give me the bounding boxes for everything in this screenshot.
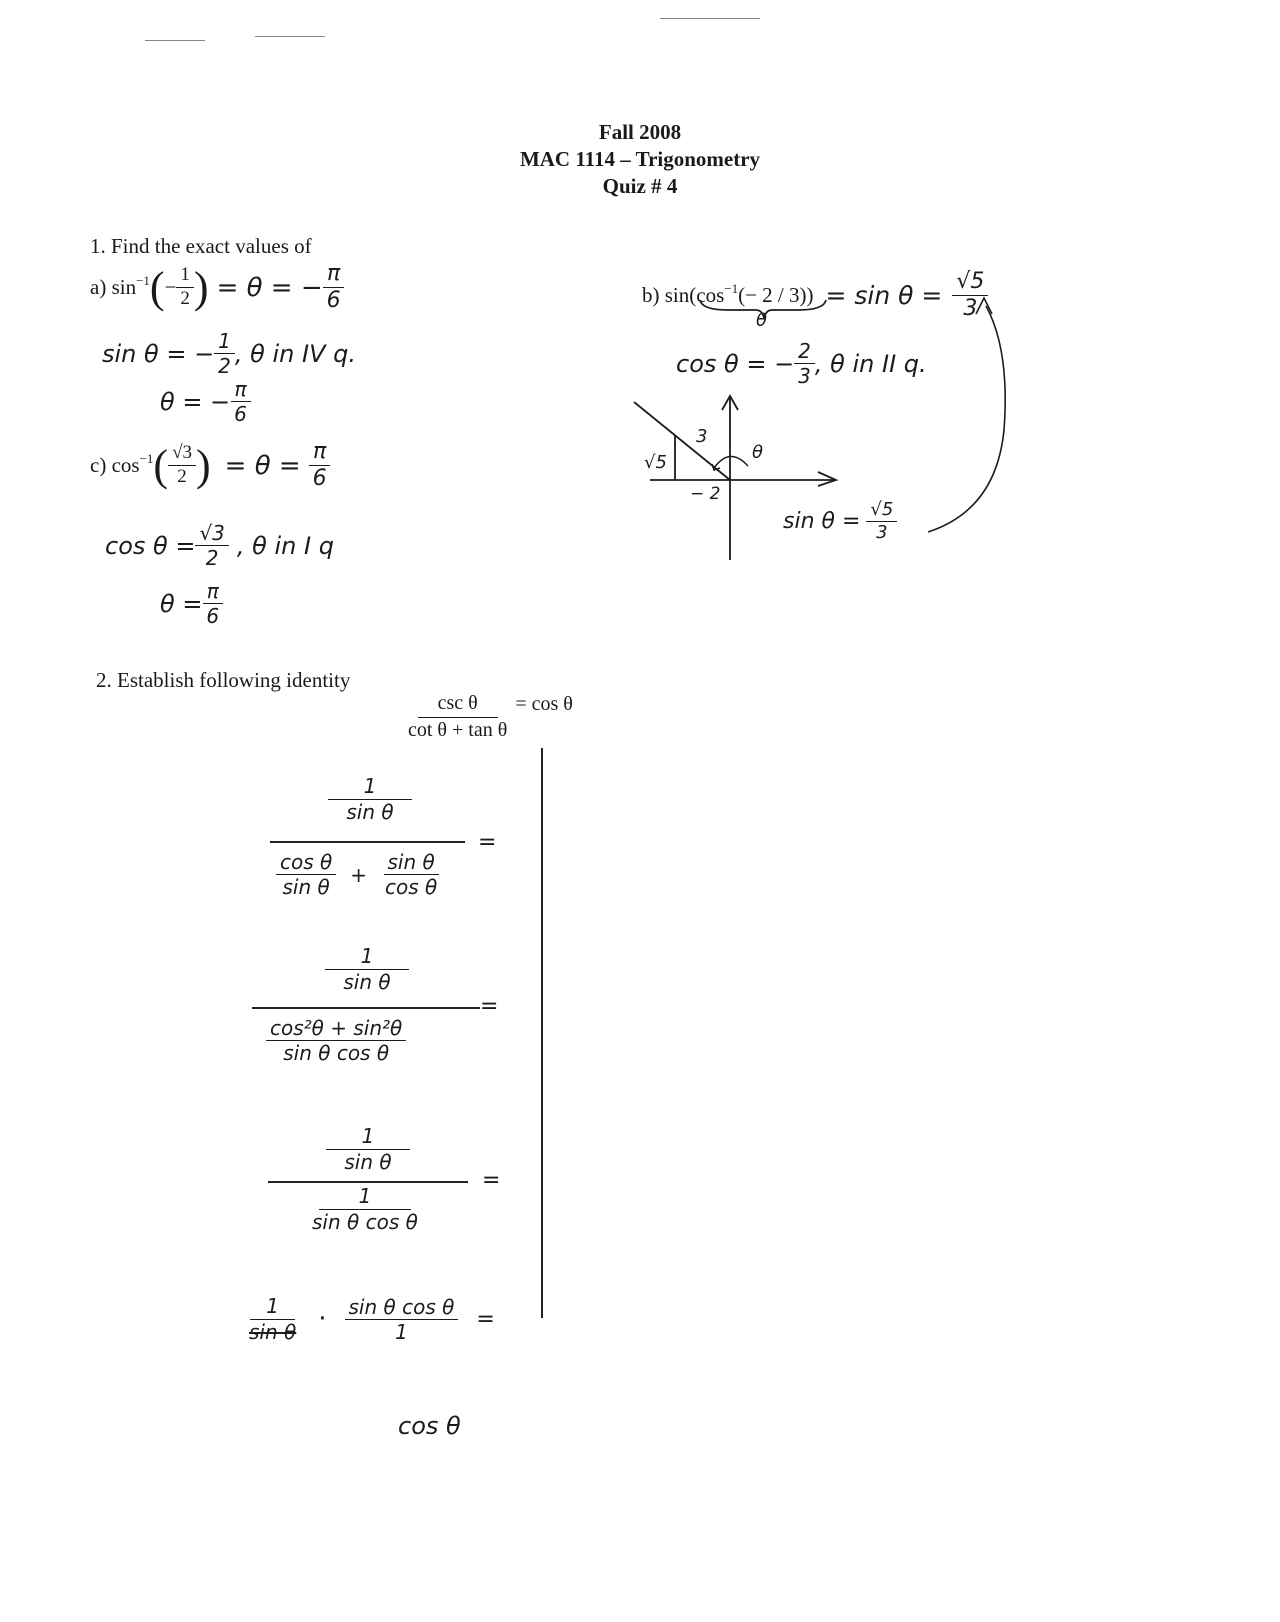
q2-step4-f2-den: 1 (395, 1319, 408, 1344)
q1a-answer-eq: = θ = − (216, 272, 323, 303)
q1b-answer-eq: = sin θ = (825, 281, 943, 311)
q1b-work1-den: 3 (798, 364, 811, 388)
q2-step2-bot-den: sin θ cos θ (283, 1041, 390, 1065)
q2-step2-top (252, 945, 482, 993)
q1a-work-line2 (160, 378, 251, 425)
q1c-work2-den: 6 (206, 604, 220, 628)
q2-step2-bot-num: cos²θ + sin²θ (266, 1017, 406, 1041)
q1a-work2-text: θ = − (160, 387, 231, 416)
q1c-work-line1 (105, 522, 334, 569)
q2-step1-main-bar (270, 841, 465, 843)
paren-right: ) (196, 441, 211, 491)
q1b-result-text: sin θ = (783, 508, 861, 534)
q1b-work1-text: cos θ = − (676, 349, 795, 378)
q1a-work-line1 (102, 330, 356, 377)
q2-step3-bot-den: sin θ cos θ (312, 1210, 418, 1234)
q1c-answer-den: 6 (312, 466, 327, 492)
scan-artifact (255, 36, 325, 37)
q2-step1-b1 (276, 851, 336, 898)
q1c-answer-eq: = θ = (224, 450, 301, 481)
q1a-work1-den: 2 (218, 354, 231, 378)
q1c-work2-text: θ = (160, 589, 203, 618)
q1b-sup: −1 (724, 280, 739, 296)
q1a-answer-den: 6 (326, 288, 341, 314)
q1c-arg-num: √3 (168, 443, 196, 466)
q1a-arg-sign: − (164, 275, 177, 300)
q1b-arg: (− 2 / 3)) (738, 283, 814, 308)
q2-step2-bottom (266, 1017, 406, 1064)
q2-step4-f2-num: sin θ cos θ (345, 1296, 459, 1320)
q1c-work1-text: cos θ = (105, 531, 196, 560)
q1a-answer-fraction (323, 262, 345, 313)
q1c-work1-fraction (195, 522, 228, 569)
q2-step1 (270, 774, 470, 899)
q1b-tri-opp: √5 (644, 452, 667, 473)
q2-identity (404, 692, 573, 741)
q1a-answer-num: π (323, 262, 344, 288)
q1b-result-num: √5 (866, 500, 897, 522)
q1b-tri-angle: θ (752, 442, 764, 463)
q2-step2-equals: = (480, 994, 499, 1019)
q1b-work1-tail: , θ in II q. (814, 349, 927, 378)
q1c-answer-num: π (309, 440, 330, 466)
scan-artifact (145, 40, 205, 41)
q1b-curved-arrow (900, 290, 1020, 550)
q2-step4-f1 (245, 1295, 300, 1343)
q1b-work1-num: 2 (794, 340, 815, 364)
q1a-work2-fraction (230, 378, 251, 425)
q2-lhs-num: csc θ (418, 692, 498, 718)
paren-left: ( (153, 441, 169, 491)
q2-step1-b1-den: sin θ (282, 875, 330, 899)
q2-step3 (268, 1124, 468, 1234)
q1a-work1-num: 1 (214, 330, 235, 354)
q1a-sup: −1 (136, 272, 150, 288)
q1c-work-line2 (160, 580, 223, 627)
q2-step3-top-den: sin θ (344, 1150, 392, 1174)
q2-rhs: = cos θ (515, 693, 573, 715)
q2-step1-b2-num: sin θ (384, 851, 439, 875)
q1a-work2-den: 6 (234, 402, 247, 426)
q1a-work1-tail: , θ in IV q. (234, 339, 356, 368)
q2-step2-top-den: sin θ (343, 970, 391, 994)
q1-prompt: 1. Find the exact values of (90, 234, 312, 258)
q2-step3-top (268, 1125, 468, 1173)
q1b-brace-label: θ (756, 310, 768, 331)
q2-step2-main-bar (252, 1007, 480, 1009)
q2-step4-f2 (345, 1296, 459, 1343)
q1c-sup: −1 (139, 450, 154, 466)
q1b-result-den: 3 (876, 521, 888, 543)
paren-left: ( (149, 263, 165, 313)
q1a-work2-num: π (231, 378, 251, 402)
q1b-result-fraction (866, 500, 897, 543)
q2-step1-b1-num: cos θ (276, 851, 336, 875)
q1c-work2-fraction (202, 580, 223, 627)
q2-step2 (252, 944, 482, 1065)
q2-step3-bottom (308, 1185, 422, 1233)
q1c-work1-den: 2 (205, 546, 219, 570)
q1c-arg-fraction (168, 443, 196, 488)
q2-step3-main-bar (268, 1181, 468, 1183)
q2-step1-top-num: 1 (328, 775, 413, 800)
scan-artifact (660, 18, 760, 19)
q2-final-result: cos θ (398, 1412, 461, 1440)
q2-step4-dot: · (318, 1304, 327, 1334)
q1a-arg-fraction (176, 265, 194, 310)
q1b-answer-den: 3 (963, 296, 978, 322)
q1c-expression (90, 440, 331, 491)
q2-lhs-den: cot θ + tan θ (408, 719, 508, 741)
q2-step3-top-num: 1 (326, 1125, 411, 1150)
q1b-answer-num: √5 (952, 270, 988, 296)
q2-step3-equals: = (482, 1168, 501, 1193)
q2-step4-f1-den: sin θ (249, 1320, 297, 1344)
q2-lhs-fraction (404, 692, 511, 741)
q1c-work1-tail: , θ in I q (236, 531, 334, 560)
q2-step3-bot-num: 1 (319, 1185, 412, 1210)
q1c-label: c) cos (90, 453, 140, 478)
q2-step1-b2-den: cos θ (385, 875, 438, 899)
q2-step4 (245, 1295, 495, 1343)
q1c-answer-fraction (309, 440, 331, 491)
q1c-work2-num: π (203, 580, 223, 604)
q1a-expression (90, 262, 345, 313)
q1a-label: a) sin (90, 275, 137, 300)
q1c-work1-num: √3 (195, 522, 228, 546)
q1b-label: b) sin(cos (642, 283, 725, 308)
paren-right: ) (193, 263, 209, 313)
q2-step1-equals: = (478, 830, 497, 855)
q1c-arg-den: 2 (177, 466, 187, 488)
q2-step1-top-den: sin θ (346, 800, 394, 824)
q2-step1-b2 (381, 851, 441, 898)
q2-step1-plus: + (350, 862, 368, 887)
q1a-work1-fraction (214, 330, 235, 377)
q1a-arg-den: 2 (180, 288, 190, 310)
q2-step2-top-num: 1 (325, 945, 410, 970)
q1b-result (783, 500, 897, 543)
q2-step4-f1-num: 1 (250, 1295, 295, 1320)
q2-proof-divider (541, 748, 543, 1318)
q1b-tri-adj: − 2 (690, 484, 721, 504)
q1a-arg-num: 1 (176, 265, 194, 288)
q1b-tri-hyp: 3 (696, 426, 708, 447)
q2-step1-top (270, 775, 470, 823)
header-term: Fall 2008 (598, 120, 682, 144)
q1a-work1-text: sin θ = − (102, 339, 215, 368)
header-quiz: Quiz # 4 (602, 174, 678, 198)
q2-step4-equals: = (476, 1306, 495, 1332)
q2-prompt: 2. Establish following identity (96, 668, 351, 692)
header-course: MAC 1114 – Trigonometry (519, 147, 761, 171)
